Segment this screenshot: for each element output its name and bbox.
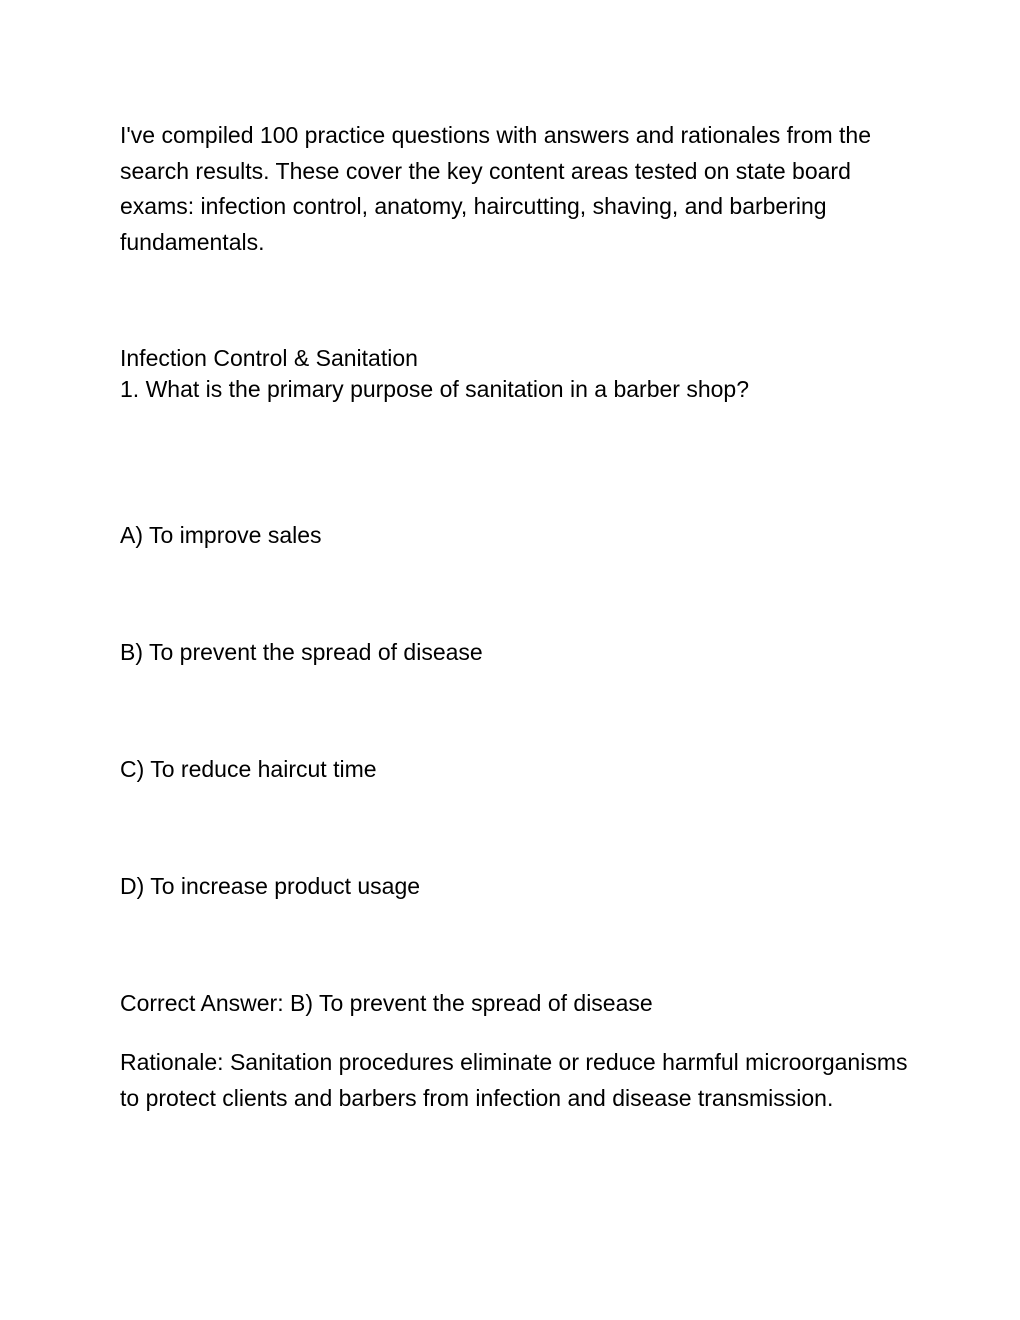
- question-text: 1. What is the primary purpose of sanitation in a barber shop?: [120, 376, 750, 402]
- intro-paragraph: I've compiled 100 practice questions with answers and rationales from the search results. These cover the key content areas tested on state board exams: infection control, anatomy, haircutting, shaving, and barbering fundamentals.: [120, 122, 872, 255]
- option-c: C) To reduce haircut time: [120, 756, 377, 782]
- section-heading: Infection Control & Sanitation: [120, 345, 418, 371]
- option-d: D) To increase product usage: [120, 873, 421, 899]
- correct-answer: Correct Answer: B) To prevent the spread of disease: [120, 990, 653, 1016]
- option-b: B) To prevent the spread of disease: [120, 639, 483, 665]
- rationale-paragraph: Rationale: Sanitation procedures eliminate or reduce harmful microorganisms to protect clients and barbers from infection and disease transmission.: [120, 1049, 908, 1111]
- option-a: A) To improve sales: [120, 522, 322, 548]
